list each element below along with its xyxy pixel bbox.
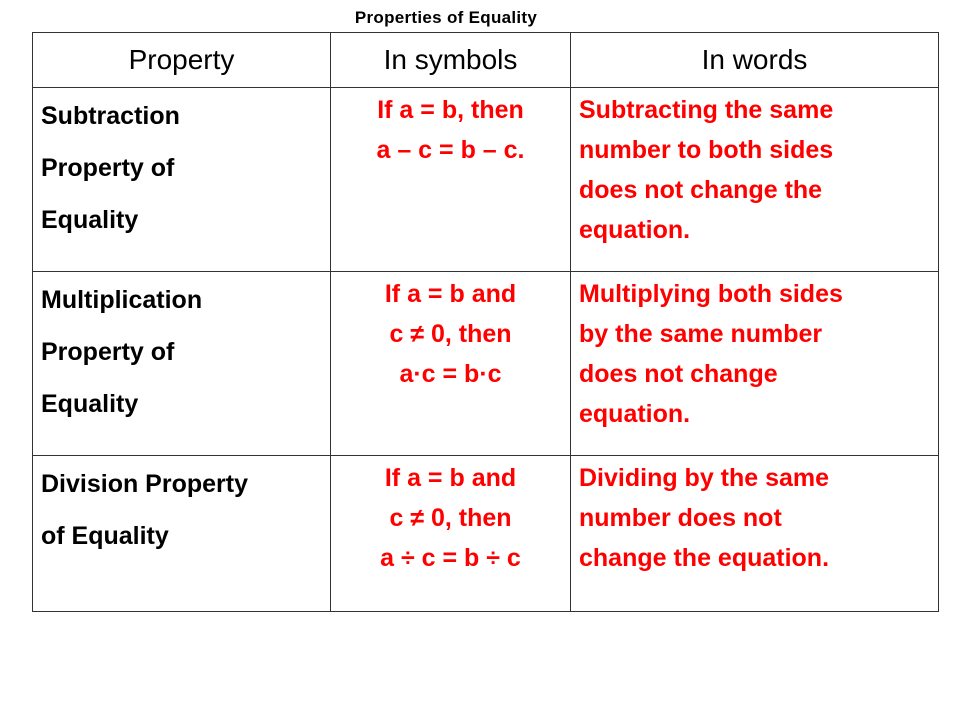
table-row	[33, 456, 939, 612]
symbols-line: If a = b and	[384, 464, 517, 492]
property-name-line: Equality	[41, 390, 139, 418]
property-name-line: Division Property	[41, 470, 248, 498]
words-cell	[571, 272, 939, 456]
words-line: Subtracting the same	[579, 96, 834, 124]
symbols-line: a·c = b·c	[399, 360, 502, 388]
words-line: equation.	[579, 216, 691, 244]
words-line: number to both sides	[579, 136, 834, 164]
symbols-line: c ≠ 0, then	[389, 504, 512, 532]
symbols-line: a ÷ c = b ÷ c	[380, 544, 521, 572]
words-line: Dividing by the same	[579, 464, 830, 492]
symbols-cell	[331, 456, 571, 612]
property-name-line: Multiplication	[41, 286, 203, 314]
words-line: change the equation.	[579, 544, 830, 572]
words-line: equation.	[579, 400, 691, 428]
words-line: by the same number	[579, 320, 823, 348]
symbols-cell	[331, 88, 571, 272]
symbols-cell	[331, 272, 571, 456]
property-name-cell	[33, 456, 331, 612]
property-name-line: of Equality	[41, 522, 169, 550]
symbols-line: If a = b, then	[377, 96, 524, 124]
header-property: Property	[33, 33, 331, 88]
property-name-line: Equality	[41, 206, 139, 234]
page-title: Properties of Equality	[354, 8, 538, 27]
property-name-line: Subtraction	[41, 102, 180, 130]
symbols-line: a – c = b – c.	[376, 136, 525, 164]
symbols-line: c ≠ 0, then	[389, 320, 512, 348]
properties-table	[32, 32, 939, 612]
table-header-row	[33, 33, 939, 88]
header-in-symbols: In symbols	[331, 33, 571, 88]
property-name-line: Property of	[41, 338, 175, 366]
header-in-words: In words	[571, 33, 939, 88]
symbols-line: If a = b and	[384, 280, 517, 308]
words-cell	[571, 456, 939, 612]
words-line: does not change	[579, 360, 778, 388]
words-line: Multiplying both sides	[579, 280, 843, 308]
words-line: number does not	[579, 504, 782, 532]
property-name-line: Property of	[41, 154, 175, 182]
property-name-cell	[33, 272, 331, 456]
table-row	[33, 88, 939, 272]
property-name-cell	[33, 88, 331, 272]
words-cell	[571, 88, 939, 272]
words-line: does not change the	[579, 176, 823, 204]
table-row	[33, 272, 939, 456]
